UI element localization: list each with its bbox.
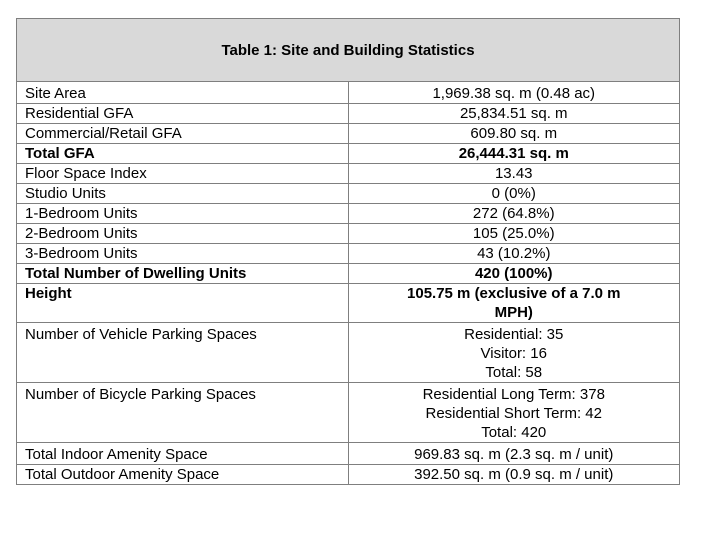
table-row: [17, 284, 680, 323]
row-value: 26,444.31 sq. m: [348, 144, 680, 164]
row-value: [348, 323, 680, 383]
row-value: 609.80 sq. m: [348, 124, 680, 144]
row-label: Total Outdoor Amenity Space: [17, 465, 349, 485]
table-row: [17, 82, 680, 104]
value-line: Residential: 35: [464, 326, 564, 343]
row-label: Height: [17, 284, 349, 323]
row-label: 2-Bedroom Units: [17, 224, 349, 244]
table-title-row: [17, 19, 680, 82]
row-label: Number of Bicycle Parking Spaces: [17, 383, 349, 443]
row-label: Floor Space Index: [17, 164, 349, 184]
table-row: [17, 104, 680, 124]
row-value: 25,834.51 sq. m: [348, 104, 680, 124]
table-row: [17, 465, 680, 485]
row-value: 1,969.38 sq. m (0.48 ac): [348, 82, 680, 104]
row-value: [348, 383, 680, 443]
row-value: 0 (0%): [348, 184, 680, 204]
row-value: 43 (10.2%): [348, 244, 680, 264]
table-title: Table 1: Site and Building Statistics: [17, 19, 680, 82]
row-label: 1-Bedroom Units: [17, 204, 349, 224]
row-label: Number of Vehicle Parking Spaces: [17, 323, 349, 383]
table-row: [17, 124, 680, 144]
row-value: 105 (25.0%): [348, 224, 680, 244]
row-value: 392.50 sq. m (0.9 sq. m / unit): [348, 465, 680, 485]
row-value: 272 (64.8%): [348, 204, 680, 224]
table-row: [17, 244, 680, 264]
row-label: Total GFA: [17, 144, 349, 164]
row-label: Site Area: [17, 82, 349, 104]
row-label: 3-Bedroom Units: [17, 244, 349, 264]
table-row: [17, 323, 680, 383]
row-label: Studio Units: [17, 184, 349, 204]
table-row: [17, 204, 680, 224]
value-line: MPH): [494, 304, 533, 321]
row-value: 969.83 sq. m (2.3 sq. m / unit): [348, 443, 680, 465]
value-line: 105.75 m (exclusive of a 7.0 m: [407, 285, 621, 302]
row-label: Residential GFA: [17, 104, 349, 124]
value-line: Total: 420: [481, 424, 547, 441]
table-row: [17, 224, 680, 244]
value-line: Residential Long Term: 378: [422, 386, 605, 403]
table-row-total: [17, 264, 680, 284]
row-value: [348, 284, 680, 323]
table-row: [17, 184, 680, 204]
value-line: Visitor: 16: [480, 345, 547, 362]
table-row: [17, 383, 680, 443]
site-building-statistics-table: [16, 18, 680, 485]
table-row-total: [17, 144, 680, 164]
row-label: Total Indoor Amenity Space: [17, 443, 349, 465]
row-label: Commercial/Retail GFA: [17, 124, 349, 144]
row-value: 13.43: [348, 164, 680, 184]
table-row: [17, 164, 680, 184]
value-line: Residential Short Term: 42: [425, 405, 602, 422]
value-line: Total: 58: [485, 364, 543, 381]
row-label: Total Number of Dwelling Units: [17, 264, 349, 284]
row-value: 420 (100%): [348, 264, 680, 284]
table-row: [17, 443, 680, 465]
